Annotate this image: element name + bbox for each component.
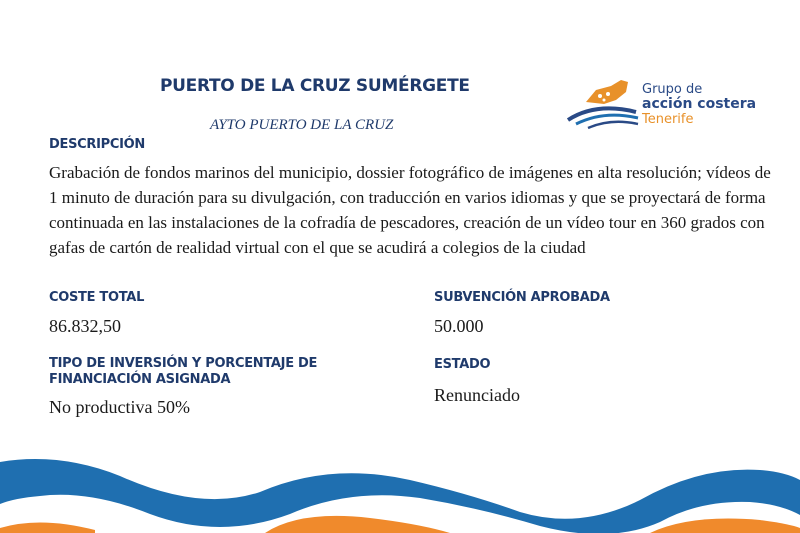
orange-wave-center [265,516,450,533]
approved-grant-value: 50.000 [434,316,484,336]
description-text: Grabación de fondos marinos del municipio, dossier fotográfico de imágenes en alta resolución; vídeos de 1 minuto de duración para su divulgación, con traducción en varios idiomas y que se proyectará de forma continuada en las instalaciones de la cofradía de pescadores, creación de un vídeo tour en 360 grados con gafas de cartón de realidad virtual con el que se acudirá a colegios de la ciudad [49,163,771,257]
logo-line-3: Tenerife [642,112,694,127]
description-label: DESCRIPCIÓN [49,137,145,152]
decorative-waves [0,440,800,533]
approved-grant-label: SUBVENCIÓN APROBADA [434,290,610,305]
status-label: ESTADO [434,357,491,372]
logo-line-2: acción costera [642,96,757,112]
logo-line-1: Grupo de [642,82,703,97]
project-title: PUERTO DE LA CRUZ SUMÉRGETE [160,76,470,96]
blue-wave [0,459,800,533]
logo-wordmark [642,82,756,127]
orange-wave-right [650,519,800,533]
orange-wave-left [0,522,95,533]
investment-type-label: TIPO DE INVERSIÓN Y PORCENTAJE DE FINANCIACIÓN ASIGNADA [49,356,318,387]
total-cost-value: 86.832,50 [49,316,121,336]
investment-type-value: No productiva 50% [49,397,190,417]
status-value: Renunciado [434,385,520,405]
project-promoter: AYTO PUERTO DE LA CRUZ [210,117,394,133]
total-cost-label: COSTE TOTAL [49,290,145,305]
